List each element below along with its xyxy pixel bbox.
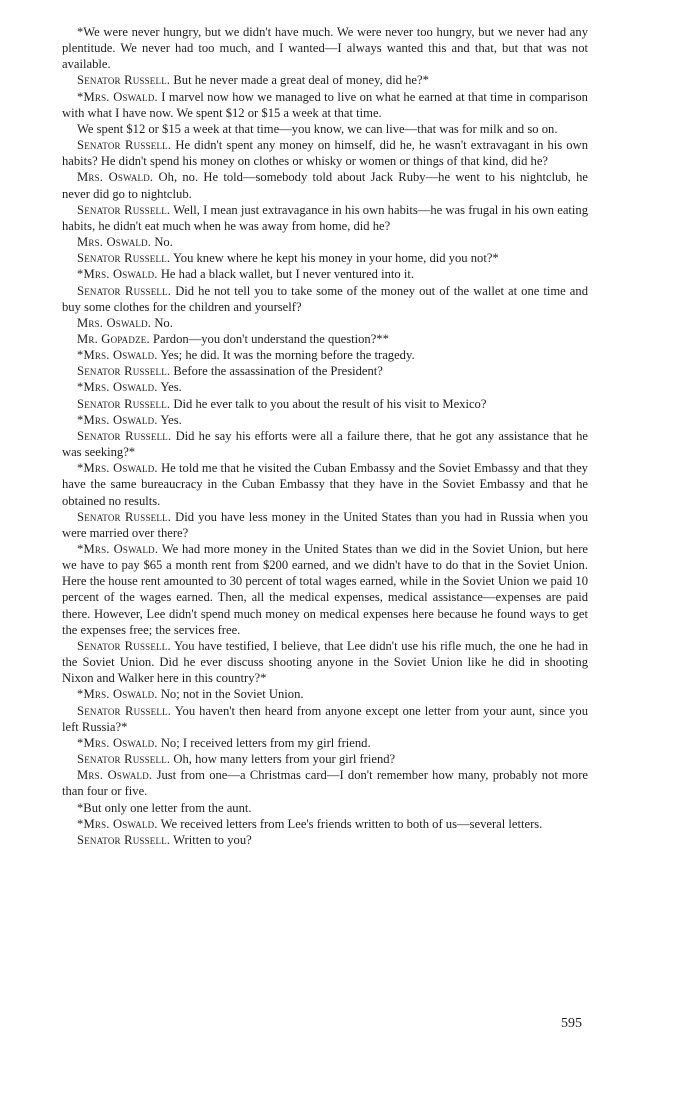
speaker: *Mrs. Oswald. <box>77 89 158 104</box>
speaker: Senator Russell. <box>77 396 171 411</box>
speaker: Senator Russell. <box>77 138 172 153</box>
paragraph <box>62 509 588 541</box>
paragraph <box>62 816 588 832</box>
speaker: Senator Russell. <box>77 703 172 718</box>
speaker: Senator Russell. <box>77 283 172 298</box>
paragraph <box>62 379 588 395</box>
paragraph-text: You knew where he kept his money in your home, did you not?* <box>172 251 499 266</box>
paragraph <box>62 800 588 816</box>
speaker: Mrs. Oswald. <box>77 315 152 330</box>
paragraph <box>62 686 588 702</box>
paragraph <box>62 832 588 848</box>
paragraph-text: Before the assassination of the President? <box>173 364 383 379</box>
speaker: Senator Russell. <box>77 364 171 379</box>
paragraph <box>62 767 588 799</box>
paragraph-text: Yes; he did. It was the morning before the tragedy. <box>160 348 415 363</box>
speaker: Mr. Gopadze. <box>77 331 150 346</box>
speaker: *Mrs. Oswald. <box>77 412 158 427</box>
speaker: *Mrs. Oswald. <box>77 348 158 363</box>
paragraph-text: Yes. <box>160 412 182 427</box>
paragraph <box>62 72 588 88</box>
paragraph-text: Oh, no. He told—somebody told about Jack Ruby—he went to his nightclub, he never did go to nightclub. <box>62 170 588 201</box>
paragraph-text: Oh, how many letters from your girl friend? <box>173 752 396 767</box>
speaker: *Mrs. Oswald. <box>77 461 158 476</box>
paragraph-text: You haven't then heard from anyone except one letter from your aunt, since you left Russia?* <box>62 703 588 734</box>
paragraph-text: Well, I mean just extravagance in his own habits—he was frugal in his own eating habits, he didn't eat much when he was away from home, did he? <box>62 202 589 233</box>
paragraph-text: We had more money in the United States than we did in the Soviet Union, but here we have to pay $65 a month rent from $200 earned, and we didn't have to do that in the Soviet Union. Here the house rent amounted to 30 percent of total wages earned, while in the Soviet Union we paid 10 percent of the wages earned. Then, all the medical expenses, medical assistance—expenses are paid there. However, Lee didn't spend much money on medical expenses here because he found ways to get the expenses free; the services free. <box>62 542 588 637</box>
paragraph <box>62 347 588 363</box>
paragraph-text: He told me that he visited the Cuban Embassy and the Soviet Embassy and that they have the same bureaucracy in the Cuban Embassy that they have in the Soviet Embassy and that he obtained no results. <box>62 461 588 508</box>
paragraph <box>62 234 588 250</box>
paragraph-text: Pardon—you don't understand the question?** <box>152 331 389 346</box>
paragraph-text: We received letters from Lee's friends written to both of us—several letters. <box>160 816 543 831</box>
speaker: *Mrs. Oswald. <box>77 735 158 750</box>
paragraph-text: Did he say his efforts were all a failure there, that he got any assistance that he was seeking?* <box>62 428 589 460</box>
paragraph-text: Did he ever talk to you about the result of his visit to Mexico? <box>173 396 487 411</box>
paragraph <box>62 315 588 331</box>
paragraph-text: Written to you? <box>173 832 252 847</box>
paragraph <box>62 638 588 686</box>
paragraph <box>62 266 588 282</box>
speaker: Senator Russell. <box>77 509 172 524</box>
paragraph <box>62 751 588 767</box>
paragraph <box>62 363 588 379</box>
paragraph <box>62 541 588 638</box>
paragraph <box>62 24 588 72</box>
speaker: Mrs. Oswald. <box>77 170 154 185</box>
paragraph <box>62 283 588 315</box>
speaker: *Mrs. Oswald. <box>77 542 159 556</box>
paragraph <box>62 735 588 751</box>
paragraph-text: No; not in the Soviet Union. <box>160 687 304 702</box>
paragraph <box>62 89 588 121</box>
paragraph <box>62 169 588 201</box>
paragraph-text: No. <box>154 235 173 250</box>
paragraph-text: We spent $12 or $15 a week at that time—you know, we can live—that was for milk and so on. <box>77 121 558 136</box>
speaker: Mrs. Oswald. <box>77 768 153 783</box>
paragraph <box>62 137 588 169</box>
paragraph-text: *We were never hungry, but we didn't have much. We were never too hungry, but we never had any plentitude. We never had too much, and I wanted—I always wanted this and that, but that was not available. <box>62 25 588 72</box>
paragraph <box>62 460 588 508</box>
paragraph-text: You have testified, I believe, that Lee didn't use his rifle much, the one he had in the Soviet Union. Did he ever discuss shooting anyone in the Soviet Union like he did in shooting Nixon and Walker here in this country?* <box>62 638 588 686</box>
speaker: *Mrs. Oswald. <box>77 816 158 831</box>
paragraph-text: No. <box>154 315 173 330</box>
paragraph <box>62 396 588 412</box>
speaker: Senator Russell. <box>77 428 172 443</box>
paragraph <box>62 331 588 347</box>
paragraph-text: I marvel now how we managed to live on what he earned at that time in comparison with what I have now. We spent $12 or $15 a week at that time. <box>62 89 588 120</box>
paragraph <box>62 202 588 234</box>
speaker: Senator Russell. <box>77 73 171 88</box>
speaker: Senator Russell. <box>77 251 171 266</box>
paragraph-text: No; I received letters from my girl friend. <box>160 735 371 750</box>
testimony-page <box>62 24 588 848</box>
paragraph-text: *But only one letter from the aunt. <box>77 800 252 815</box>
paragraph <box>62 703 588 735</box>
paragraph <box>62 121 588 137</box>
paragraph-text: But he never made a great deal of money, did he?* <box>173 73 429 88</box>
speaker: Senator Russell. <box>77 202 171 217</box>
speaker: Senator Russell. <box>77 752 171 767</box>
paragraph <box>62 250 588 266</box>
paragraph <box>62 428 588 460</box>
speaker: *Mrs. Oswald. <box>77 267 158 282</box>
paragraph-text: Did he not tell you to take some of the money out of the wallet at one time and buy some clothes for the children and yourself? <box>62 283 588 314</box>
speaker: *Mrs. Oswald. <box>77 687 158 702</box>
paragraph-text: Did you have less money in the United States than you had in Russia when you were married over there? <box>62 509 589 540</box>
paragraph-text: He had a black wallet, but I never ventured into it. <box>160 267 414 282</box>
speaker: *Mrs. Oswald. <box>77 380 158 395</box>
page-number: 595 <box>561 1016 582 1031</box>
paragraph <box>62 412 588 428</box>
paragraph-text: Yes. <box>160 380 182 395</box>
speaker: Senator Russell. <box>77 638 171 653</box>
paragraph-text: Just from one—a Christmas card—I don't remember how many, probably not more than four or five. <box>62 768 588 799</box>
paragraph-text: He didn't spent any money on himself, did he, he wasn't extravagant in his own habits? He didn't spend his money on clothes or whisky or women or things of that kind, did he? <box>62 138 588 169</box>
speaker: Senator Russell. <box>77 832 171 847</box>
speaker: Mrs. Oswald. <box>77 235 152 250</box>
